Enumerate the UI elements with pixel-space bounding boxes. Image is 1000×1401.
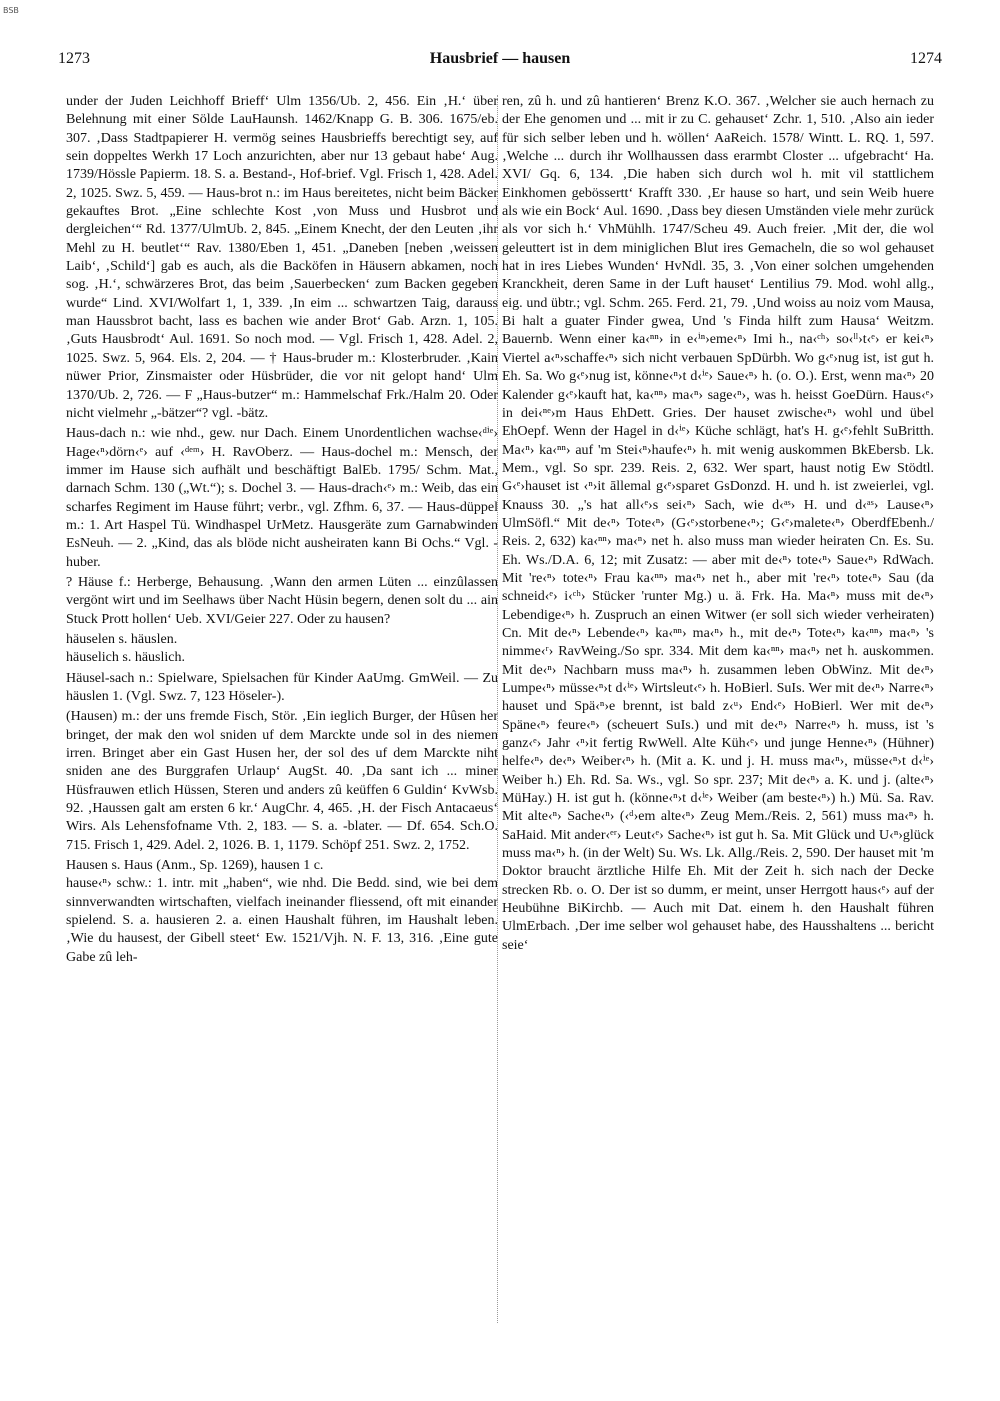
paragraph: Hausen s. Haus (Anm., Sp. 1269), hausen 1 c.	[66, 858, 324, 874]
paragraph: häuselen s. häuslen.	[66, 631, 178, 647]
library-stamp: BSB	[3, 6, 19, 15]
paragraph: hause‹ⁿ› schw.: 1. intr. mit „haben“, wie nhd. Die Bedd. sind, wie bei dem sinnverwandten wirtschaften, vielfach ineinander fliessend, oft mit einander spielend. S. a. hausieren 2. a. einen Haushalt führen, im Haushalt leben. ‚Wie du hausest, der Gibell steet‘ Ew. 1521/Vjh. N. F. 13, 316. ‚Eine gute Gabe zû leh-	[66, 876, 498, 965]
left-column	[66, 93, 498, 967]
paragraph: ? Häuse f.: Herberge, Behausung. ‚Wann den armen Lüten ... einzûlassen vergönt wirt und im Seelhaws über Nacht Hüsin begern, denen solt du ... ain Stuck Prott hollen‘ Ueb. XVI/Geier 227. Oder zu hausen?	[66, 574, 498, 627]
running-title: Hausbrief — hausen	[429, 50, 571, 67]
right-column	[502, 93, 934, 955]
page-number-right: 1274	[910, 50, 942, 67]
column-divider	[497, 95, 498, 1323]
paragraph: under der Juden Leichhoff Brieff‘ Ulm 1356/Ub. 2, 456. Ein ‚H.‘ über Belehnung mit einer Sölde LauHaunsh. 1462/Knapp G. B. 306. 1675/eb. 307. ‚Dass Stadtpapierer H. vermög seines Hausbrieffs berechtigt sey, auf sein doppeltes Werkh 17 Loch anzurichten, aber nur 13 gebaut habe‘ Aug. 1739/Hössle Papierm. 18. S. a. Bestand-, Hof-brief. Vgl. Frisch 1, 428. Adel. 2, 1025. Swz. 5, 459. — Haus-brot n.: im Haus bereitetes, nicht beim Bäcker gekauftes Brot. „Eine schlechte Kost ‚von Muss und Husbrot und dergleichen‘“ Rd. 1377/UlmUb. 2, 845. „Einem Knecht, der den Leuten ‚ihr Mehl zu H. beutlet‘“ Rav. 1380/Eben 1, 451. „Daneben [neben ‚weissen Laib‘, ‚Schild‘] gab es auch, als die Backöfen in Häusern abkamen, noch sog. ‚H.‘, schwärzeres Brot, das beim ‚Sauerbecken‘ zum Backen gegeben wurde“ Lind. XVI/Wolfart 1, 1, 339. ‚In eim ... schwartzen Taig, darauss man Haussbrot bacht, lass es bachen wie ander Brot‘ Gab. Arzn. 1, 105. ‚Guts Hausbrodt‘ Aul. 1691. So noch mod. — Vgl. Frisch 1, 428. Adel. 2, 1025. Swz. 5, 964. Els. 2, 204. — † Haus-bruder m.: Klosterbruder. ‚Kain nüwer Prior, Zinsmaister oder Hüsbrüder, die vor nit gelopt hand‘ Ulm 1370/Ub. 2, 726. — F „Haus-butzer“ m.: Hammelschaf Frk./Halm 20. Oder nicht vielmehr „-bätzer“? vgl. -bätz.	[66, 94, 498, 421]
paragraph: Haus-dach n.: wie nhd., gew. nur Dach. Einem Unordentlichen wachse‹ᵈⁱᵉ› Hage‹ⁿ›dörn‹ᵉ› auf ‹ᵈᵉᵐ› H. RavOberz. — Haus-dochel m.: Mensch, der immer im Hause sich aufhält und beschäftigt BalEb. 1795/ Schm. Mat., darnach Schm. 130 („Wt.“); s. Dochel 3. — Haus-drach‹ᵉ› m.: Weib, das ein scharfes Regiment im Hause führt; verbr., vgl. Zfhm. 6, 37. — Haus-düppel m.: 1. Art Haspel Tü. Windhaspel UrMetz. Hausgeräte zum Garnabwinden EsNeuh. — 2. „Kind, das als blöde nicht ausheiraten kann Bi Ochs.“ Vgl. -huber.	[66, 426, 498, 570]
paragraph: ren, zû h. und zû hantieren‘ Brenz K.O. 367. ‚Welcher sie auch hernach zu der Ehe genomen und ... mit ir zu C. gehauset‘ Zchr. 1, 510. ‚Also ain ieder für sich selber leben und h. wöllen‘ AaReich. 1578/ Wintt. L. RQ. 1, 597. ‚Welche ... durch ihr Wollhaussen dass erarmbt Closter ... ufgebracht‘ Ha. XVI/ Gq. 6, 134. ‚Die haben sich durch wol h. mit vil stattlichem Einkhomen gebössertt‘ Krafft 330. ‚Er hause so hart, und sein Weib huere als wie ein Bock‘ Aul. 1690. ‚Dass bey diesen Umständen viele mehr zurück als vor sich h.‘ VhMühlh. 1747/Scheu 49. Auch freier. ‚Mit der, die wol geleuttert ist in dem miniglichen Blut ires Gemacheln, die so wol gehauset hat in ires Liebes Wunden‘ HvNdl. 35, 3. ‚Von einer solchen umgehenden Kranckheit, deren Same in der Luft hauset‘ Lentilius 79. Mod. wohl allg., eig. und übtr.; vgl. Schm. 265. Ferd. 21, 79. ‚Und woiss au noiz vom Mausa, Bi halt a guater Finder gwea, Und 's Finda hilft zum Hausa‘ Weitzm. Bauernb. Wenn einer ka‹ⁿⁿ› in e‹ⁱⁿ›eme‹ⁿ› Imi h., na‹ᶜʰ› so‹ˡˡ›t‹ᵉ› er kei‹ⁿ› Viertel a‹ⁿ›schaffe‹ⁿ› sich nicht verbauen SpDürbh. Wo g‹ᵉ›nug ist, ist gut h. Eh. Sa. Wo g‹ᵉ›nug ist, könne‹ⁿ›t d‹ⁱᵉ› Saue‹ⁿ› h. (o. O.). Erst, wenn ma‹ⁿ› 20 Kalender g‹ᵉ›kauft hat, ka‹ⁿⁿ› ma‹ⁿ› sage‹ⁿ›, was h. heisst GoeDürn. Haus‹ᵉ› in dei‹ⁿᵉ›m Haus EhDett. Gries. Der hauset zwische‹ⁿ› wohl und übel EhOepf. Wenn der Hagel in d‹ⁱᵉ› Küche schlägt, hat's H. g‹ᵉ›fehlt SuBritth. Ma‹ⁿ› ka‹ⁿⁿ› auf 'm Stei‹ⁿ›haufe‹ⁿ› h. mit wenig auskommen BkEbersb. Lk. Mem., vgl. So spr. 239. Reis. 2, 632. Wer spart, haust notig Ew Stödtl. G‹ᵉ›hauset ist ‹ⁿ›it āllemal g‹ᵉ›sparet GsDonzd. H. und h. ist zweierlei, vgl. Knauss 30. „'s hat all‹ᵉ›s sei‹ⁿ› Sach, wie d‹ᵃˢ› H. und d‹ᵃˢ› Lause‹ⁿ› UlmSöfl.“ Mit de‹ⁿ› Tote‹ⁿ› (G‹ᵉ›storbene‹ⁿ›; G‹ᵉ›malete‹ⁿ› OberdfEbenh./ Reis. 2, 632) ka‹ⁿⁿ› ma‹ⁿ› net h. also muss man wieder heiraten Cn. Es. Su. Eh. Ws./D.A. 6, 12; mit Zusatz: — aber mit de‹ⁿ› tote‹ⁿ› Saue‹ⁿ› RdWach. Mit 're‹ⁿ› tote‹ⁿ› Frau ka‹ⁿⁿ› ma‹ⁿ› net h., aber mit 're‹ⁿ› tote‹ⁿ› Sau (da schneid‹ᵉ› i‹ᶜʰ› Stücker 'runter Mg.) u. ä. Frk. Ha. Ma‹ⁿ› muss mit de‹ⁿ› Lebendige‹ⁿ› h. Zuspruch an einen Witwer (er soll sich wieder verheiraten) Cn. Mit de‹ⁿ› Lebende‹ⁿ› ka‹ⁿⁿ› ma‹ⁿ› h., mit de‹ⁿ› Tote‹ⁿ› ka‹ⁿⁿ› ma‹ⁿ› 's nimme‹ʳ› RavWeing./So spr. 334. Mit dem ka‹ⁿⁿ› ma‹ⁿ› net h. auskommen. Mit de‹ⁿ› Nachbarn muss ma‹ⁿ› h. zusammen leben ObWinz. Mit de‹ⁿ› Lumpe‹ⁿ› müsse‹ⁿ›t d‹ⁱᵉ› Wirtsleut‹ᵉ› h. HoBierl. SuIs. Wer mit de‹ⁿ› Narre‹ⁿ› hauset und Spä‹ⁿ›e brennt, ist bald z‹ᵘ› End‹ᵉ› HoBierl. Wer mit de‹ⁿ› Späne‹ⁿ› feure‹ⁿ› (scheuert SuIs.) und mit de‹ⁿ› Narre‹ⁿ› h. muss, ist 's ganz‹ᵉ› Jahr ‹ⁿ›it fertig RwWell. Alte Küh‹ᵉ› und junge Henne‹ⁿ› (Hühner) helfe‹ⁿ› de‹ⁿ› Weiber‹ⁿ› h. (Mit a. K. und j. H. muss ma‹ⁿ›, müsse‹ⁿ›t d‹ⁱᵉ› Weiber h.) Eh. Rd. Sa. Ws., vgl. So spr. 237; Mit de‹ⁿ› a. K. und j. (alte‹ⁿ› MüHay.) H. ist gut h. (könne‹ⁿ›t d‹ⁱᵉ› Weiber (am beste‹ⁿ›) h.) Mü. Sa. Rav. Mit alte‹ⁿ› Sache‹ⁿ› (‹ᵈ›em alte‹ⁿ› Zeug Mem./Reis. 2, 561) muss ma‹ⁿ› h. SaHaid. Mit ander‹ᵉʳ› Leut‹ᵉ› Sache‹ⁿ› ist gut h. Sa. Mit Glück und U‹ⁿ›glück muss ma‹ⁿ› h. (in der Welt) Su. Ws. Lk. Allg./Reis. 2, 590. Der hauset mit 'm Doktor braucht ärztliche Hilfe Eh. Mit der Zeit h. sich nach der Decke strecken Rb. o. O. Der ist so dumm, er meint, unser Herrgott haus‹ᵉ› auf der Heubühne BiKirchb. — Auch mit Dat. einem h. den Haushalt führen UlmErbach. ‚Der ime selber wol gehauset habe, des Hausshaltens ... bericht seie‘	[502, 94, 934, 953]
paragraph: häuselich s. häuslich.	[66, 650, 185, 666]
paragraph: (Hausen) m.: der uns fremde Fisch, Stör. ‚Ein ieglich Burger, der Hûsen her bringet, der mak den wol sniden uf dem Marckte unde sol in des niemen irren. Bringet aber ein Gast Husen her, der sol des uf dem Marckte niht sniden ane des Burggrafen Urlaup‘ AugSt. 40. ‚Da sant ich ... miner Hüsfrauwen etlich Hüssen, Steren und anders zû keüffen 6 Guldin‘ KvWsb. 92. ‚Haussen galt am ersten 6 kr.‘ AugChr. 4, 465. ‚H. der Fisch Antacaeus‘ Wirs. Als Lehensfofname Vth. 2, 183. — S. a. -blater. — Df. 654. Sch.O. 715. Frisch 1, 429. Adel. 2, 1026. B. 1, 1179. Schöpf 251. Swz. 2, 1752.	[66, 709, 498, 853]
page-number-left: 1273	[58, 50, 90, 67]
paragraph: Häusel-sach n.: Spielware, Spielsachen für Kinder AaUmg. GmWeil. — Zu häuslen 1. (Vgl. Swz. 7, 123 Höseler-).	[66, 670, 498, 704]
page-header	[58, 50, 942, 76]
